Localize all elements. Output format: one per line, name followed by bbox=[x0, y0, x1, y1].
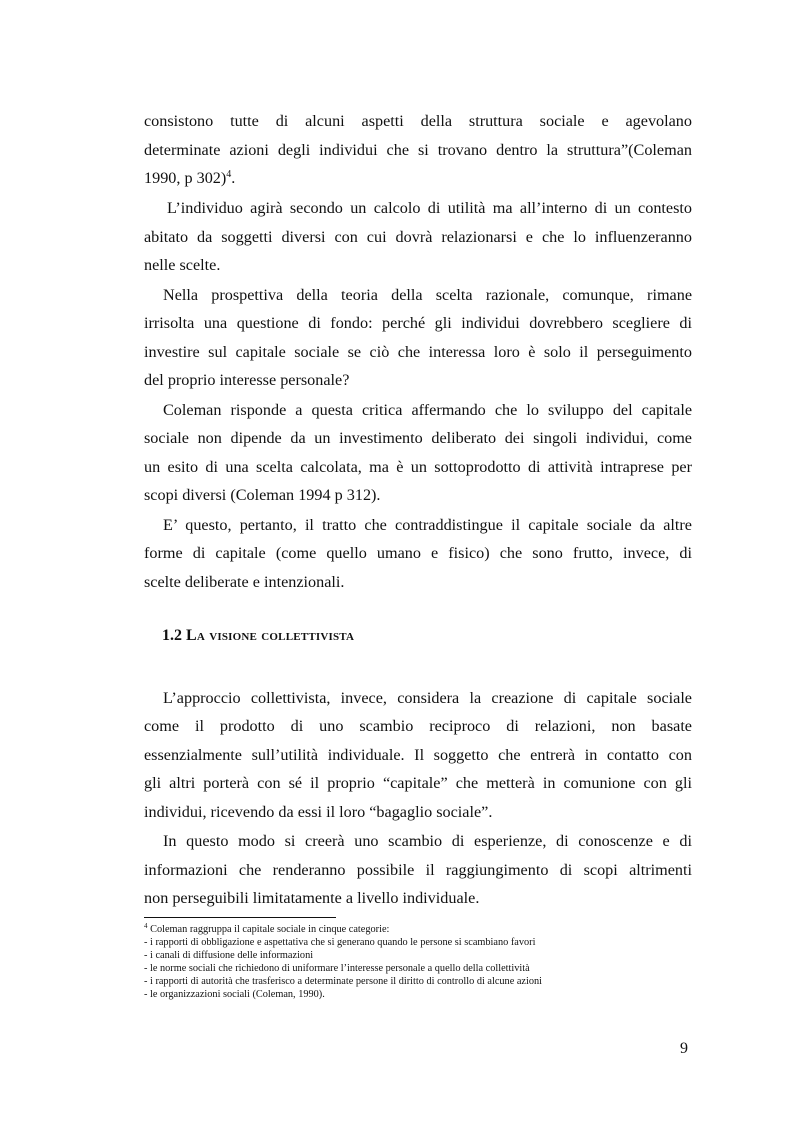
footnote-text: Coleman raggruppa il capitale sociale in cinque categorie: bbox=[147, 924, 390, 935]
body-line: nelle scelte. bbox=[144, 256, 221, 274]
footnote-reference-tail: . bbox=[231, 169, 236, 187]
section-title: La visione collettivista bbox=[186, 627, 355, 644]
body-line: un esito di una scelta calcolata, ma è un sottoprodotto di attività intraprese per bbox=[144, 458, 692, 476]
body-line: L’individuo agirà secondo un calcolo di utilità ma all’interno di un contesto bbox=[167, 199, 692, 217]
section-body-line: In questo modo si creerà uno scambio di esperienze, di conoscenze e di bbox=[163, 832, 692, 850]
footnote-line bbox=[144, 924, 389, 936]
body-line: del proprio interesse personale? bbox=[144, 371, 350, 389]
body-line: irrisolta una questione di fondo: perché gli individui dovrebbero scegliere di bbox=[144, 314, 692, 332]
footnote-line: - i canali di diffusione delle informazioni bbox=[144, 950, 314, 961]
footnote-line: - i rapporti di obbligazione e aspettativa che si generano quando le persone si scambiano favori bbox=[144, 937, 536, 948]
body-line: scopi diversi (Coleman 1994 p 312). bbox=[144, 486, 381, 504]
section-number: 1.2 bbox=[162, 627, 182, 644]
footnote-line: - i rapporti di autorità che trasferisco a determinate persone il diritto di controllo di alcune azioni bbox=[144, 976, 543, 987]
section-body-line: essenzialmente sull’utilità individuale. Il soggetto che entrerà in contatto con bbox=[144, 746, 692, 764]
body-line-with-footnote bbox=[144, 168, 692, 188]
body-line: Coleman risponde a questa critica affermando che lo sviluppo del capitale bbox=[163, 401, 692, 419]
section-body-line: informazioni che renderanno possibile il raggiungimento di scopi altrimenti bbox=[144, 861, 692, 879]
footnote-reference[interactable]: 4 bbox=[226, 169, 232, 180]
section-body-line: L’approccio collettivista, invece, considera la creazione di capitale sociale bbox=[163, 689, 692, 707]
body-line: determinate azioni degli individui che si trovano dentro la struttura”(Coleman bbox=[144, 141, 692, 159]
footnote-line: - le organizzazioni sociali (Coleman, 1990). bbox=[144, 989, 325, 1000]
body-line: abitato da soggetti diversi con cui dovrà relazionarsi e che lo influenzeranno bbox=[144, 228, 692, 246]
body-line: scelte deliberate e intenzionali. bbox=[144, 573, 345, 591]
body-line: sociale non dipende da un investimento deliberato dei singoli individui, come bbox=[144, 429, 692, 447]
body-line: consistono tutte di alcuni aspetti della struttura sociale e agevolano bbox=[144, 112, 692, 130]
section-heading bbox=[162, 627, 354, 645]
footnote-line: - le norme sociali che richiedono di uniformare l’interesse personale a quello della collettività bbox=[144, 963, 530, 974]
body-line: Nella prospettiva della teoria della scelta razionale, comunque, rimane bbox=[163, 286, 692, 304]
section-body-line: gli altri porterà con sé il proprio “capitale” che metterà in comunione con gli bbox=[144, 774, 692, 792]
footnote-marker: 4 bbox=[144, 922, 148, 930]
body-line-text: 1990, p 302) bbox=[144, 169, 227, 187]
page-number: 9 bbox=[680, 1040, 688, 1057]
body-line: E’ questo, pertanto, il tratto che contraddistingue il capitale sociale da altre bbox=[163, 516, 692, 534]
section-body-line: come il prodotto di uno scambio reciproco di relazioni, non basate bbox=[144, 717, 692, 735]
section-body-line: non perseguibili limitatamente a livello individuale. bbox=[144, 889, 480, 907]
body-line: investire sul capitale sociale se ciò che interessa loro è solo il perseguimento bbox=[144, 343, 692, 361]
footnote-separator bbox=[144, 917, 336, 918]
body-line: forme di capitale (come quello umano e fisico) che sono frutto, invece, di bbox=[144, 544, 692, 562]
section-body-line: individui, ricevendo da essi il loro “bagaglio sociale”. bbox=[144, 803, 493, 821]
